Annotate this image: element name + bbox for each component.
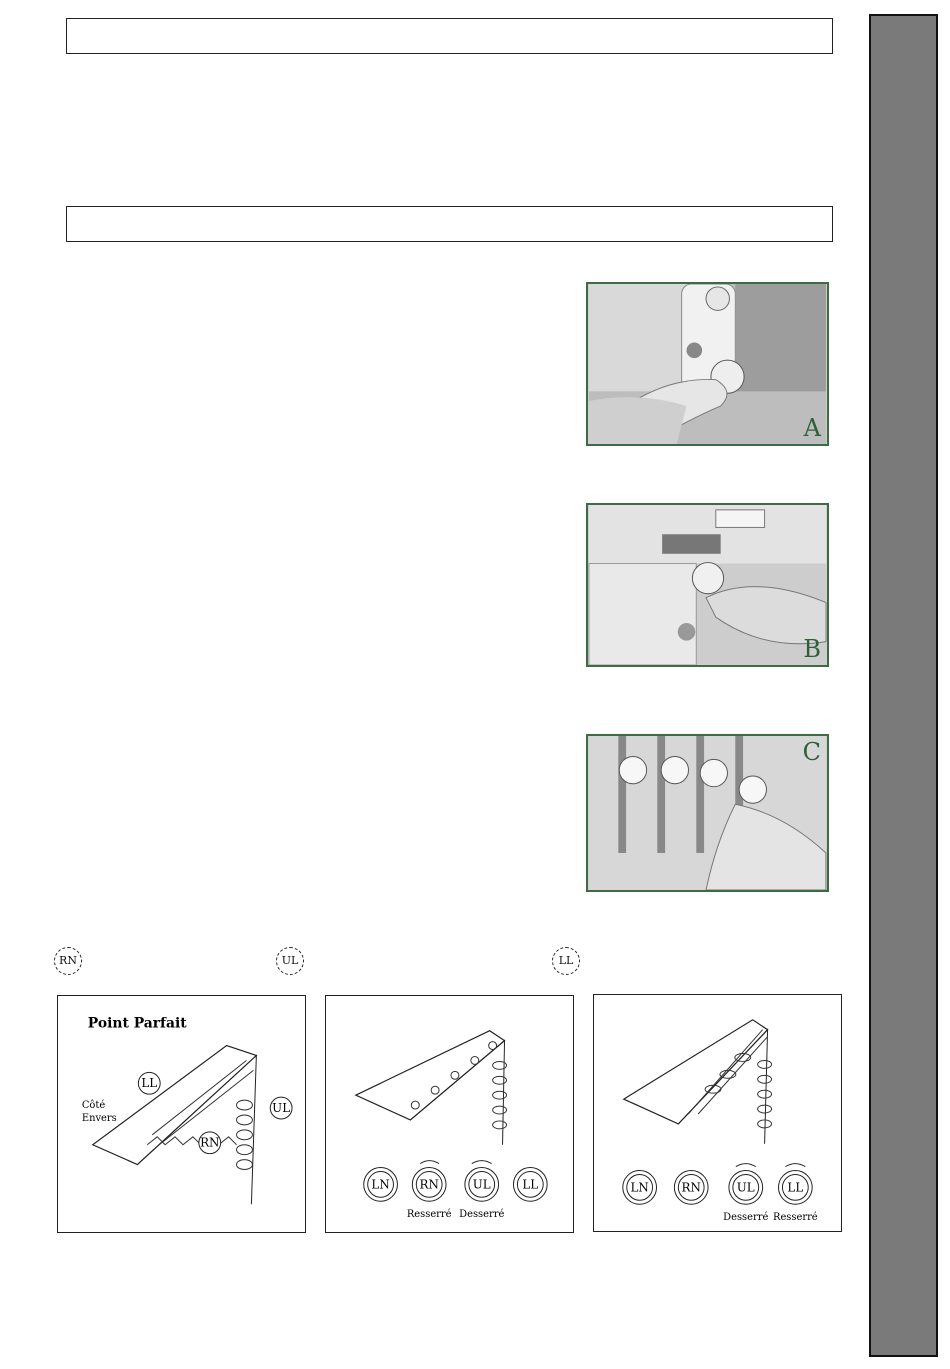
ll-circle-icon: LL <box>552 947 580 975</box>
stitch-diagram-ul-ll-svg <box>594 995 841 1231</box>
knob-ln-label: LN <box>371 1177 390 1192</box>
side-label-1: Côté <box>81 1100 106 1112</box>
stitch-diagram-perfect-svg <box>58 996 305 1232</box>
tension-knobs <box>623 1164 812 1205</box>
fabric-outline <box>356 1031 505 1120</box>
stitch-diagram-ul-ll <box>593 994 842 1232</box>
fabric-edge <box>410 1041 504 1145</box>
clockwise-arrow-icon <box>785 1164 805 1167</box>
caption-tighten: Resserré <box>772 1212 818 1224</box>
knob-ul-label: UL <box>472 1177 491 1192</box>
stitch-diagram-perfect <box>57 995 306 1233</box>
photo-a-label: A <box>803 414 821 442</box>
knob-rn-label: RN <box>681 1180 701 1195</box>
ll-marker-label: LL <box>141 1076 158 1091</box>
knob-ll-label: LL <box>522 1177 539 1192</box>
stitch-loops <box>411 1042 506 1129</box>
side-label-2: Envers <box>81 1112 117 1124</box>
photo-b-illustration <box>588 505 827 665</box>
ul-marker-label: UL <box>272 1101 291 1116</box>
photo-c-illustration <box>588 736 827 890</box>
caption-loosen: Desserré <box>459 1209 505 1221</box>
photo-c-label: C <box>802 738 821 766</box>
diagram-title: Point Parfait <box>87 1015 187 1032</box>
clockwise-arrow-icon <box>420 1161 439 1164</box>
ul-circle-icon: UL <box>276 947 304 975</box>
stitch-diagram-rn-ul-svg <box>326 996 573 1232</box>
photo-b <box>586 503 829 667</box>
knob-ll-label: LL <box>787 1180 804 1195</box>
rn-circle-icon: RN <box>54 947 82 975</box>
section-header-box-2 <box>66 206 833 242</box>
photo-a <box>586 282 829 446</box>
stitch-diagram-rn-ul <box>325 995 574 1233</box>
photo-b-label: B <box>803 635 821 663</box>
fabric-outline <box>93 1046 257 1165</box>
rn-marker-label: RN <box>200 1135 220 1150</box>
fabric-outline <box>624 1020 768 1124</box>
section-header-box-1 <box>66 18 833 54</box>
tension-knobs <box>364 1161 547 1202</box>
stitch-loops <box>688 1030 771 1128</box>
knob-ul-label: UL <box>736 1180 755 1195</box>
knob-ln-label: LN <box>630 1180 649 1195</box>
caption-loosen: Desserré <box>723 1212 769 1224</box>
photo-a-illustration <box>588 284 827 444</box>
counterclockwise-arrow-icon <box>736 1164 756 1167</box>
caption-tighten: Resserré <box>406 1209 452 1221</box>
counterclockwise-arrow-icon <box>472 1161 492 1164</box>
chapter-side-tab <box>869 14 938 1357</box>
photo-c <box>586 734 829 892</box>
knob-rn-label: RN <box>419 1177 439 1192</box>
stitch-loops <box>147 1060 253 1169</box>
